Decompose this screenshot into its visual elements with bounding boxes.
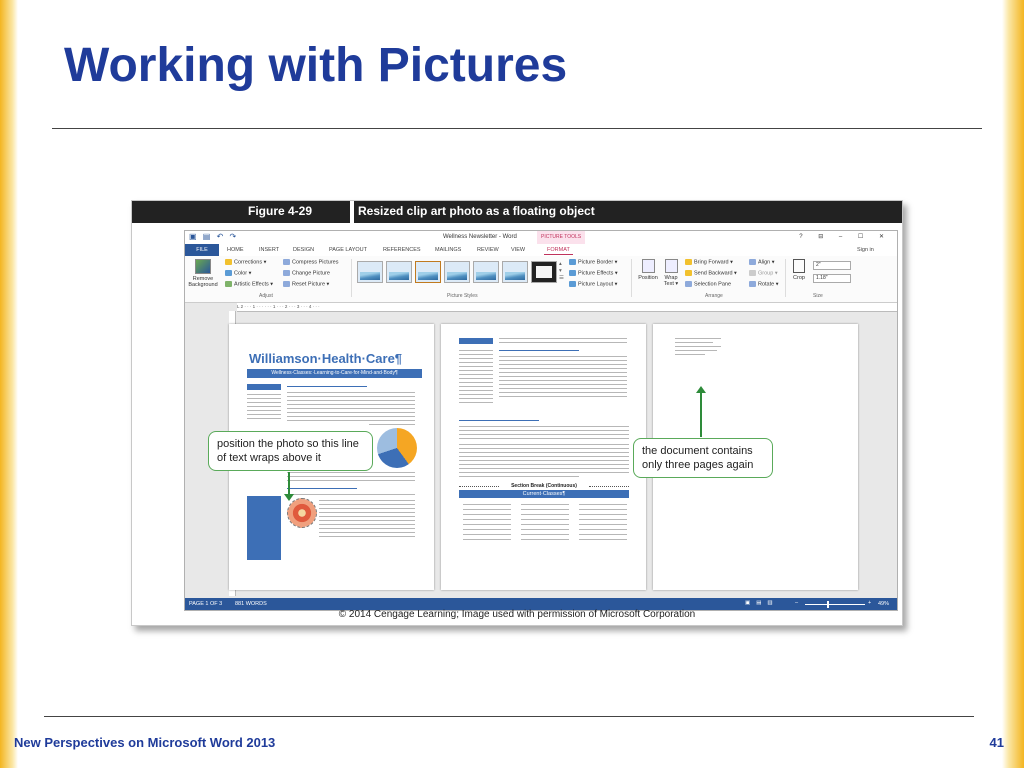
subheading-line <box>287 386 367 387</box>
group-separator <box>631 259 632 297</box>
text-line <box>675 354 705 355</box>
text-line <box>579 534 627 535</box>
text-line <box>287 396 415 397</box>
callout-right: the document contains only three pages again <box>633 438 773 478</box>
text-line <box>459 464 629 465</box>
text-line <box>675 338 721 339</box>
figure-header <box>132 201 902 223</box>
sidebar-header <box>247 384 281 390</box>
view-buttons[interactable]: ▣▤▥ <box>745 600 779 606</box>
newsletter-heading: Williamson·Health·Care¶ <box>249 351 403 366</box>
position-button[interactable] <box>637 259 659 281</box>
text-line <box>319 528 415 529</box>
text-line <box>247 406 281 407</box>
text-line <box>675 342 713 343</box>
remove-background-icon <box>195 259 211 274</box>
word-count-status[interactable]: 881 WORDS <box>235 601 267 607</box>
text-line <box>521 514 569 515</box>
text-line <box>499 356 627 357</box>
text-line <box>459 452 629 453</box>
text-line <box>459 374 493 375</box>
word-window <box>184 230 898 611</box>
text-line <box>579 514 627 515</box>
picture-layout-label: Picture Layout ▾ <box>578 281 618 288</box>
callout-left-arrow <box>288 472 290 496</box>
group-icon <box>749 270 756 276</box>
picture-style-thumb[interactable] <box>386 261 412 283</box>
tab-review[interactable]: REVIEW <box>477 247 499 253</box>
text-line <box>463 529 511 530</box>
text-line <box>579 539 627 540</box>
picture-border-icon <box>569 259 576 265</box>
text-line <box>463 504 511 505</box>
wrap-text-label: Wrap Text ▾ <box>663 275 679 287</box>
zoom-slider-track[interactable] <box>805 604 865 605</box>
text-line <box>499 364 627 365</box>
text-line <box>499 368 627 369</box>
text-line <box>459 370 493 371</box>
text-line <box>459 402 493 403</box>
compress-icon <box>283 259 290 265</box>
bring-forward-icon <box>685 259 692 265</box>
color-icon <box>225 270 232 276</box>
text-line <box>459 426 629 427</box>
text-line <box>521 519 569 520</box>
rotate-icon <box>749 281 756 287</box>
text-line <box>287 412 415 413</box>
slide-number: 41 <box>989 735 1004 750</box>
text-line <box>319 524 415 525</box>
text-line <box>287 420 415 421</box>
crop-button[interactable] <box>791 259 807 281</box>
text-line <box>521 529 569 530</box>
sign-in-link[interactable]: Sign in <box>857 247 874 253</box>
text-line <box>459 476 579 477</box>
rotate-button[interactable] <box>749 281 779 287</box>
picture-style-thumb[interactable] <box>357 261 383 283</box>
text-line <box>287 416 415 417</box>
picture-style-thumb[interactable] <box>502 261 528 283</box>
picture-style-thumb[interactable] <box>531 261 557 283</box>
text-line <box>499 376 627 377</box>
artistic-effects-button[interactable] <box>225 281 273 287</box>
text-line <box>675 346 721 347</box>
picture-border-button[interactable] <box>569 259 617 265</box>
picture-effects-button[interactable] <box>569 270 618 276</box>
tab-page-layout[interactable]: PAGE LAYOUT <box>329 247 368 253</box>
ribbon-tabs <box>185 244 897 256</box>
remove-background-label: Remove Background <box>188 276 218 288</box>
text-line <box>521 539 569 540</box>
text-line <box>459 444 629 445</box>
text-line <box>579 529 627 530</box>
callout-right-arrow <box>700 391 702 437</box>
text-line <box>459 366 493 367</box>
text-line <box>287 494 415 495</box>
text-line <box>499 360 627 361</box>
figure-caption: Resized clip art photo as a floating object <box>358 204 595 218</box>
sidebar-box <box>247 496 281 560</box>
picture-tools-label: PICTURE TOOLS <box>537 231 585 244</box>
figure <box>131 200 903 626</box>
section-break-marker: Section Break (Continuous) <box>459 483 629 489</box>
text-line <box>499 396 627 397</box>
picture-style-thumb[interactable] <box>415 261 441 283</box>
text-line <box>319 512 415 513</box>
left-decorative-band <box>0 0 18 768</box>
text-line <box>247 398 281 399</box>
corrections-button[interactable] <box>225 259 266 265</box>
color-label: Color ▾ <box>234 270 252 277</box>
corrections-icon <box>225 259 232 265</box>
text-line <box>463 524 511 525</box>
text-line <box>459 456 629 457</box>
text-line <box>247 410 281 411</box>
align-button[interactable] <box>749 259 775 265</box>
text-line <box>369 424 415 425</box>
corrections-label: Corrections ▾ <box>234 259 267 266</box>
remove-background-button[interactable] <box>188 259 218 288</box>
selection-pane-label: Selection Pane <box>694 281 731 288</box>
text-line <box>247 418 281 419</box>
text-line <box>459 434 629 435</box>
position-label: Position <box>638 275 658 281</box>
text-line <box>459 378 493 379</box>
picture-effects-label: Picture Effects ▾ <box>578 270 618 277</box>
text-line <box>287 404 415 405</box>
picture-style-thumb[interactable] <box>473 261 499 283</box>
text-line <box>247 402 281 403</box>
zoom-slider-thumb[interactable] <box>827 601 829 608</box>
zoom-level[interactable]: 49% <box>878 601 890 607</box>
ribbon <box>185 256 897 303</box>
group-label: Group ▾ <box>758 270 778 277</box>
text-line <box>463 514 511 515</box>
tab-view[interactable]: VIEW <box>511 247 526 253</box>
callout-left: position the photo so this line of text wraps above it <box>208 431 373 471</box>
zoom-out-button[interactable]: – <box>795 600 799 606</box>
change-picture-label: Change Picture <box>292 270 330 277</box>
figure-header-divider <box>350 201 354 223</box>
text-line <box>287 392 415 393</box>
text-line <box>459 398 493 399</box>
picture-layout-button[interactable] <box>569 281 617 287</box>
tab-mailings[interactable]: MAILINGS <box>435 247 462 253</box>
wrap-text-icon <box>665 259 678 273</box>
reset-picture-icon <box>283 281 290 287</box>
text-line <box>499 372 627 373</box>
text-line <box>287 472 415 473</box>
text-line <box>463 539 511 540</box>
text-line <box>521 509 569 510</box>
subheading-line <box>459 420 539 421</box>
rotate-label: Rotate ▾ <box>758 281 779 288</box>
crop-label: Crop <box>793 275 805 281</box>
group-button[interactable] <box>749 270 778 276</box>
text-line <box>579 519 627 520</box>
text-line <box>287 476 415 477</box>
send-backward-icon <box>685 270 692 276</box>
text-line <box>287 400 415 401</box>
picture-styles-group-label: Picture Styles <box>447 293 478 299</box>
pie-chart-image <box>377 428 417 468</box>
text-line <box>319 500 415 501</box>
text-line <box>459 394 493 395</box>
bring-forward-button[interactable] <box>685 259 733 265</box>
footer-divider <box>44 716 974 717</box>
shape-width-input[interactable]: 1.18" <box>813 274 851 283</box>
change-picture-icon <box>283 270 290 276</box>
title-bar <box>185 231 897 244</box>
text-line <box>521 504 569 505</box>
text-line <box>287 408 415 409</box>
text-line <box>319 532 415 533</box>
text-line <box>319 516 415 517</box>
reset-picture-label: Reset Picture ▾ <box>292 281 330 288</box>
right-decorative-band <box>1002 0 1024 768</box>
current-classes-banner: Current·Classes¶ <box>459 490 629 498</box>
adjust-group-label: Adjust <box>259 293 273 299</box>
page-count-status[interactable]: PAGE 1 OF 3 <box>189 601 223 607</box>
title-divider <box>52 128 982 129</box>
crop-icon <box>793 259 805 273</box>
text-line <box>459 472 629 473</box>
picture-style-thumb[interactable] <box>444 261 470 283</box>
text-line <box>459 460 629 461</box>
sidebar-header <box>459 338 493 344</box>
text-line <box>459 382 493 383</box>
text-line <box>499 342 627 343</box>
text-line <box>463 509 511 510</box>
text-line <box>463 519 511 520</box>
flower-photo[interactable] <box>287 498 317 528</box>
compress-label: Compress Pictures <box>292 259 339 266</box>
slide-title: Working with Pictures <box>64 39 568 92</box>
footer-book-title: New Perspectives on Microsoft Word 2013 <box>14 735 276 750</box>
text-line <box>499 338 627 339</box>
wrap-text-button[interactable] <box>661 259 681 287</box>
artistic-effects-label: Artistic Effects ▾ <box>234 281 274 288</box>
horizontal-ruler[interactable]: L 2 · · · 1 · · · · · · 1 · · · 2 · · · 3 · · · 4 · · · <box>237 303 897 312</box>
subheading-line <box>287 488 357 489</box>
text-line <box>579 524 627 525</box>
text-line <box>459 358 493 359</box>
text-line <box>521 524 569 525</box>
group-separator <box>785 259 786 297</box>
picture-effects-icon <box>569 270 576 276</box>
tab-references[interactable]: REFERENCES <box>383 247 421 253</box>
selection-pane-icon <box>685 281 692 287</box>
text-line <box>319 536 415 537</box>
text-line <box>459 448 629 449</box>
send-backward-label: Send Backward ▾ <box>694 270 737 277</box>
picture-layout-icon <box>569 281 576 287</box>
text-line <box>459 390 493 391</box>
text-line <box>499 392 627 393</box>
text-line <box>521 534 569 535</box>
zoom-in-button[interactable]: + <box>868 600 872 606</box>
compress-pictures-button[interactable] <box>283 259 338 265</box>
text-line <box>579 504 627 505</box>
size-group-label: Size <box>813 293 823 299</box>
tab-format[interactable]: FORMAT <box>547 247 570 253</box>
picture-border-label: Picture Border ▾ <box>578 259 618 266</box>
text-line <box>247 414 281 415</box>
newsletter-subheading: Wellness·Classes:·Learning·to·Care·for·Mind·and·Body¶ <box>247 369 422 378</box>
text-line <box>319 520 415 521</box>
figure-label: Figure 4-29 <box>248 204 313 218</box>
change-picture-button[interactable] <box>283 270 330 276</box>
text-line <box>499 380 627 381</box>
figure-credit: © 2014 Cengage Learning; Image used with permission of Microsoft Corporation <box>338 609 696 620</box>
artistic-effects-icon <box>225 281 232 287</box>
text-line <box>459 362 493 363</box>
selection-pane-button[interactable] <box>685 281 731 287</box>
window-title: Wellness Newsletter - Word <box>443 234 517 240</box>
arrange-group-label: Arrange <box>705 293 723 299</box>
text-line <box>459 430 629 431</box>
send-backward-button[interactable] <box>685 270 737 276</box>
shape-height-input[interactable]: 2" <box>813 261 851 270</box>
text-line <box>579 509 627 510</box>
text-line <box>459 438 629 439</box>
window-controls[interactable]: ? ⊟ – ☐ ✕ <box>799 234 891 240</box>
text-line <box>459 468 629 469</box>
quick-access-toolbar[interactable]: ▣ ▤ ↶ ↷ <box>189 232 239 241</box>
text-line <box>459 354 493 355</box>
subheading-line <box>499 350 579 351</box>
styles-gallery-scroll[interactable]: ▴ ▾ ☰ <box>559 261 564 281</box>
text-line <box>459 350 493 351</box>
align-icon <box>749 259 756 265</box>
align-label: Align ▾ <box>758 259 775 266</box>
tab-home[interactable]: HOME <box>227 247 244 253</box>
document-page-2[interactable] <box>441 324 646 590</box>
tab-design[interactable]: DESIGN <box>293 247 315 253</box>
text-line <box>463 534 511 535</box>
group-separator <box>351 259 352 297</box>
bring-forward-label: Bring Forward ▾ <box>694 259 733 266</box>
color-button[interactable] <box>225 270 251 276</box>
text-line <box>499 384 627 385</box>
text-line <box>499 388 627 389</box>
position-icon <box>642 259 655 273</box>
text-line <box>247 394 281 395</box>
text-line <box>287 480 415 481</box>
tab-insert[interactable]: INSERT <box>259 247 280 253</box>
tab-file[interactable]: FILE <box>185 244 219 256</box>
text-line <box>319 504 415 505</box>
text-line <box>675 350 717 351</box>
reset-picture-button[interactable] <box>283 281 329 287</box>
text-line <box>319 508 415 509</box>
text-line <box>459 386 493 387</box>
